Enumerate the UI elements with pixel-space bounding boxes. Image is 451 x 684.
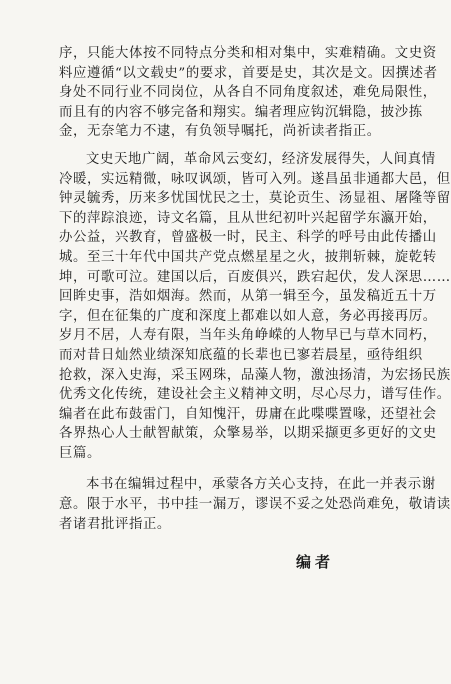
paragraph-1 xyxy=(59,44,438,142)
text-line: 而对昔日灿然业绩深知底蕴的长辈也已寥若晨星，亟待组织 xyxy=(59,347,423,363)
text-line: 而且有的内容不够完备和翔实。编者理应钩沉辑隐，披沙拣 xyxy=(59,104,423,120)
text-line: 巨篇。 xyxy=(59,445,101,461)
text-line: 冷暖，实远精微，咏叹讽颂，皆可入列。遂昌虽非通都大邑，但 xyxy=(59,171,451,187)
text-line: 金，无奈笔力不逮，有负领导嘱托，尚祈读者指正。 xyxy=(59,124,381,140)
text-line: 钟灵毓秀，历来多忧国忧民之士，莫论贡生、汤显祖、屠隆等留 xyxy=(59,191,451,207)
text-line: 城。至三十年代中国共产党点燃星星之火，披荆斩棘，旋乾转 xyxy=(59,249,437,265)
text-line: 坤，可歌可泣。建国以后，百废俱兴，跌宕起伏，发人深思…… xyxy=(59,269,451,285)
text-line: 序，只能大体按不同特点分类和相对集中，实难精确。文史资 xyxy=(59,46,437,61)
text-line: 者诸君批评指正。 xyxy=(59,516,171,532)
text-line: 文史天地广阔，革命风云变幻，经济发展得失，人间真情 xyxy=(86,151,436,167)
paragraph-3 xyxy=(59,475,451,534)
text-line: 编者在此布鼓雷门，自知愧汗，毋庸在此喋喋置喙，还望社会 xyxy=(59,406,437,422)
text-line: 各界热心人士献智献策，众擎易举，以期采撷更多更好的文史 xyxy=(59,426,437,442)
text-line: 意。限于水平，书中挂一漏万，谬误不妥之处恐尚难免，敬请读 xyxy=(59,497,451,513)
text-line: 回眸史事，浩如烟海。然而，从第一辑至今，虽发稿近五十万 xyxy=(59,289,437,305)
text-line: 字，但在征集的广度和深度上都难以如人意，务必再接再厉。 xyxy=(59,308,437,324)
text-line: 优秀文化传统，建设社会主义精神文明，尽心尽力，谱写佳作。 xyxy=(59,387,451,403)
text-line: 下的萍踪浪迹，诗文名篇，且从世纪初叶兴起留学东瀛开始， xyxy=(59,210,437,226)
paragraph-2 xyxy=(59,150,451,464)
text-line: 岁月不居，人寿有限，当年头角峥嵘的人物早已与草木同朽， xyxy=(59,328,437,344)
text-line: 本书在编辑过程中，承蒙各方关心支持，在此一并表示谢 xyxy=(86,477,436,493)
text-line: 抢救，深入史海，采玉网珠，品藻人物，激浊扬清，为宏扬民族 xyxy=(59,367,451,383)
text-line: 料应遵循“以文载史”的要求，首要是史，其次是文。因撰述者 xyxy=(59,65,438,81)
text-line: 身处不同行业不同岗位，从各自不同角度叙述，难免局限性， xyxy=(59,85,437,101)
signature: 编者 xyxy=(296,553,335,571)
text-line: 办公益，兴教育，曾盛极一时，民主、科学的呼号由此传播山 xyxy=(59,230,437,246)
